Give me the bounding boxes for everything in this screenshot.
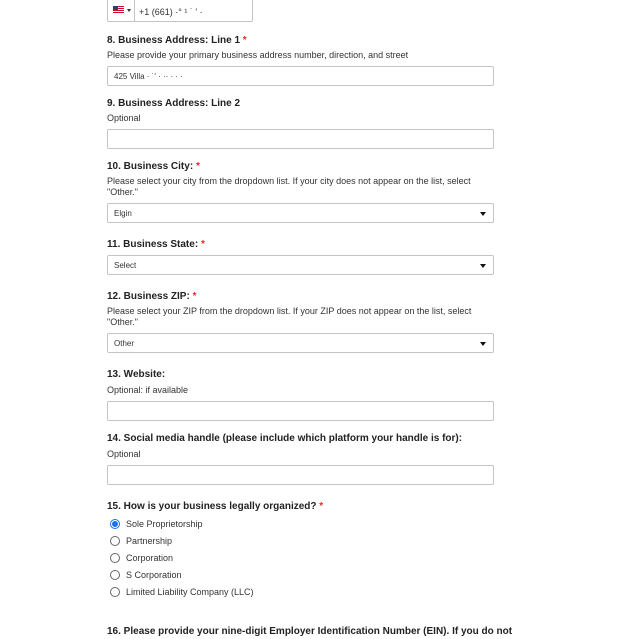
q9-title xyxy=(107,98,240,109)
radio-label: Partnership xyxy=(126,536,173,546)
zip-select[interactable] xyxy=(107,333,494,353)
q11-title xyxy=(107,239,205,250)
radio-label: Corporation xyxy=(126,553,174,563)
q10-title xyxy=(107,161,200,172)
q14-title xyxy=(107,433,462,444)
q16-title-text: 16. Please provide your nine-digit Employer Identification Number (EIN). If you do not xyxy=(107,626,513,637)
city-select-value: Elgin xyxy=(114,209,132,218)
q14-help: Optional xyxy=(107,449,141,459)
q8-title-text: 8. Business Address: Line 1 xyxy=(107,35,241,46)
q10-help: Please select your city from the dropdown list. If your city does not appear on the list, select "Other." xyxy=(107,176,471,197)
radio-unselected-icon[interactable] xyxy=(110,553,120,563)
city-select[interactable] xyxy=(107,203,494,223)
address-line1-value: 425 Villa · ˙' · ·· · · · xyxy=(114,72,183,81)
phone-field[interactable] xyxy=(107,0,253,22)
radio-option-corporation[interactable] xyxy=(110,551,173,565)
q12-title xyxy=(107,291,197,302)
dropdown-arrow-icon xyxy=(480,342,486,346)
q11-title-text: 11. Business State: xyxy=(107,239,199,250)
phone-input-value: +1 (661) ·° ¹ ˙ ' · xyxy=(139,7,203,17)
q12-help: Please select your ZIP from the dropdown list. If your ZIP does not appear on the list, select "Other." xyxy=(107,306,472,327)
radio-option-partnership[interactable] xyxy=(110,534,172,548)
chevron-down-icon xyxy=(127,9,131,12)
address-line2-input[interactable] xyxy=(107,129,494,149)
q9-help: Optional xyxy=(107,113,141,123)
q13-help: Optional: if available xyxy=(107,385,189,395)
radio-label: Limited Liability Company (LLC) xyxy=(126,587,254,597)
website-input[interactable] xyxy=(107,401,494,421)
social-media-input[interactable] xyxy=(107,465,494,485)
zip-select-value: Other xyxy=(114,339,135,348)
q16-title xyxy=(107,626,512,637)
required-marker: * xyxy=(195,161,200,172)
radio-selected-icon[interactable] xyxy=(110,519,120,529)
q8-title xyxy=(107,35,247,46)
radio-unselected-icon[interactable] xyxy=(110,536,120,546)
radio-option-sole-proprietorship[interactable] xyxy=(110,517,203,531)
q15-title xyxy=(107,501,323,512)
state-select-value: Select xyxy=(114,261,137,270)
radio-label: S Corporation xyxy=(126,570,182,580)
radio-label: Sole Proprietorship xyxy=(126,519,203,529)
radio-unselected-icon[interactable] xyxy=(110,587,120,597)
state-select[interactable] xyxy=(107,255,494,275)
radio-option-llc[interactable] xyxy=(110,585,254,599)
required-marker: * xyxy=(192,291,197,302)
required-marker: * xyxy=(242,35,247,46)
address-line1-input[interactable] xyxy=(107,66,494,86)
q14-title-text: 14. Social media handle (please include which platform your handle is for): xyxy=(107,433,463,444)
us-flag-icon xyxy=(113,6,124,13)
q15-title-text: 15. How is your business legally organized? xyxy=(107,501,317,512)
q8-help: Please provide your primary business address number, direction, and street xyxy=(107,50,409,60)
required-marker: * xyxy=(319,501,324,512)
radio-option-s-corporation[interactable] xyxy=(110,568,182,582)
radio-unselected-icon[interactable] xyxy=(110,570,120,580)
country-code-selector[interactable] xyxy=(108,0,135,21)
dropdown-arrow-icon xyxy=(480,212,486,216)
q12-title-text: 12. Business ZIP: xyxy=(107,291,190,302)
q9-title-text: 9. Business Address: Line 2 xyxy=(107,98,241,109)
required-marker: * xyxy=(200,239,205,250)
q13-title xyxy=(107,369,165,380)
dropdown-arrow-icon xyxy=(480,264,486,268)
q10-title-text: 10. Business City: xyxy=(107,161,194,172)
q13-title-text: 13. Website: xyxy=(107,369,166,380)
